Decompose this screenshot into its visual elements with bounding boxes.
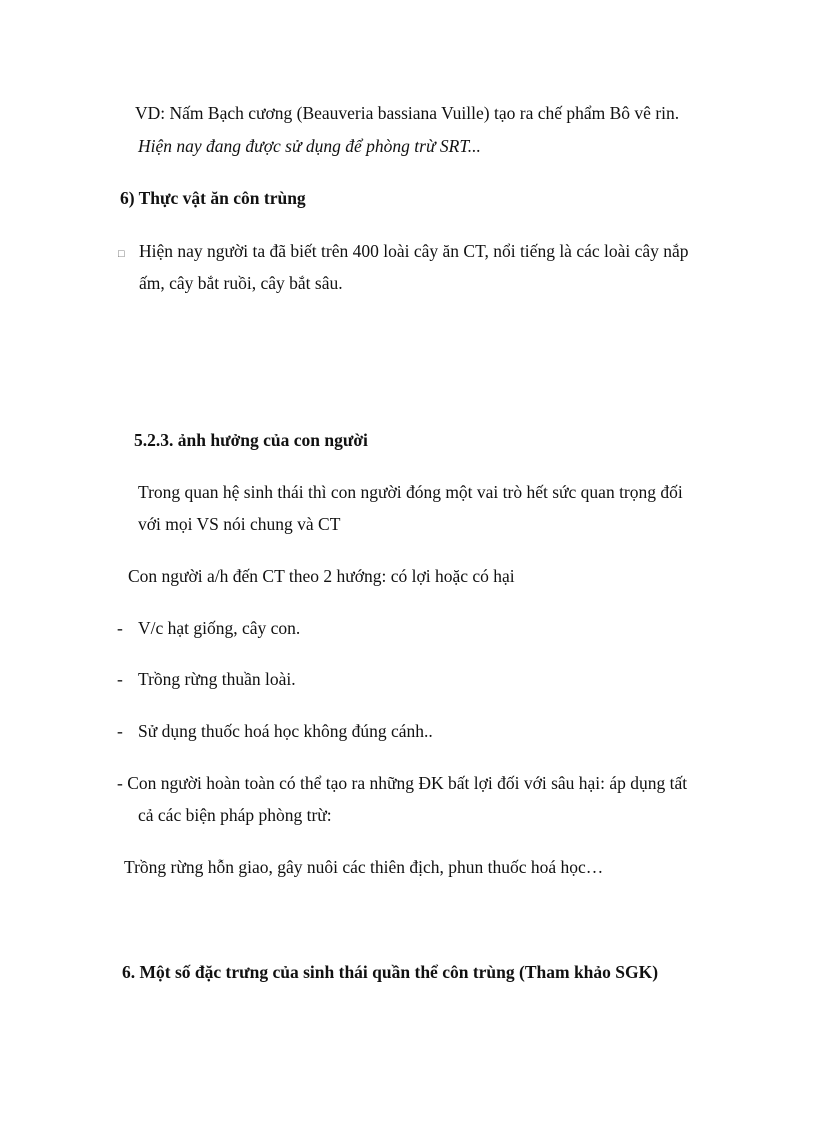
human-intro: Con người a/h đến CT theo 2 hướng: có lợi hoặc có hại — [128, 566, 515, 586]
list-item: Trồng rừng thuần loài. — [138, 669, 296, 689]
list-dash: - — [117, 669, 123, 689]
plants-heading: 6) Thực vật ăn côn trùng — [120, 188, 306, 208]
list-dash: - — [117, 721, 123, 741]
population-heading: 6. Một số đặc trưng của sinh thái quần thể côn trùng (Tham khảo SGK) — [122, 962, 659, 982]
human-measures: Trồng rừng hỗn giao, gây nuôi các thiên địch, phun thuốc hoá học… — [124, 857, 604, 877]
last-item-line1: - Con người hoàn toàn có thể tạo ra những ĐK bất lợi đối với sâu hại: áp dụng tất — [117, 773, 688, 793]
fungi-example: VD: Nấm Bạch cương (Beauveria bassiana Vuille) tạo ra chế phẩm Bô vê rin. — [135, 103, 680, 123]
last-item-line2: cả các biện pháp phòng trừ: — [138, 805, 332, 825]
list-item: Sử dụng thuốc hoá học không đúng cánh.. — [138, 721, 433, 741]
human-heading: 5.2.3. ảnh hưởng của con người — [134, 430, 368, 450]
human-para-line2: với mọi VS nói chung và CT — [138, 514, 341, 534]
square-bullet-icon: □ — [118, 248, 125, 260]
fungi-note: Hiện nay đang được sử dụng để phòng trừ SRT... — [138, 136, 481, 156]
list-dash: - — [117, 618, 123, 638]
human-para-line1: Trong quan hệ sinh thái thì con người đóng một vai trò hết sức quan trọng đối — [138, 482, 683, 502]
plants-text-line2: ấm, cây bắt ruồi, cây bắt sâu. — [139, 273, 343, 293]
list-item: V/c hạt giống, cây con. — [138, 618, 301, 638]
plants-text-line1: Hiện nay người ta đã biết trên 400 loài cây ăn CT, nổi tiếng là các loài cây nắp — [139, 241, 689, 261]
plants-bullet — [118, 240, 132, 265]
